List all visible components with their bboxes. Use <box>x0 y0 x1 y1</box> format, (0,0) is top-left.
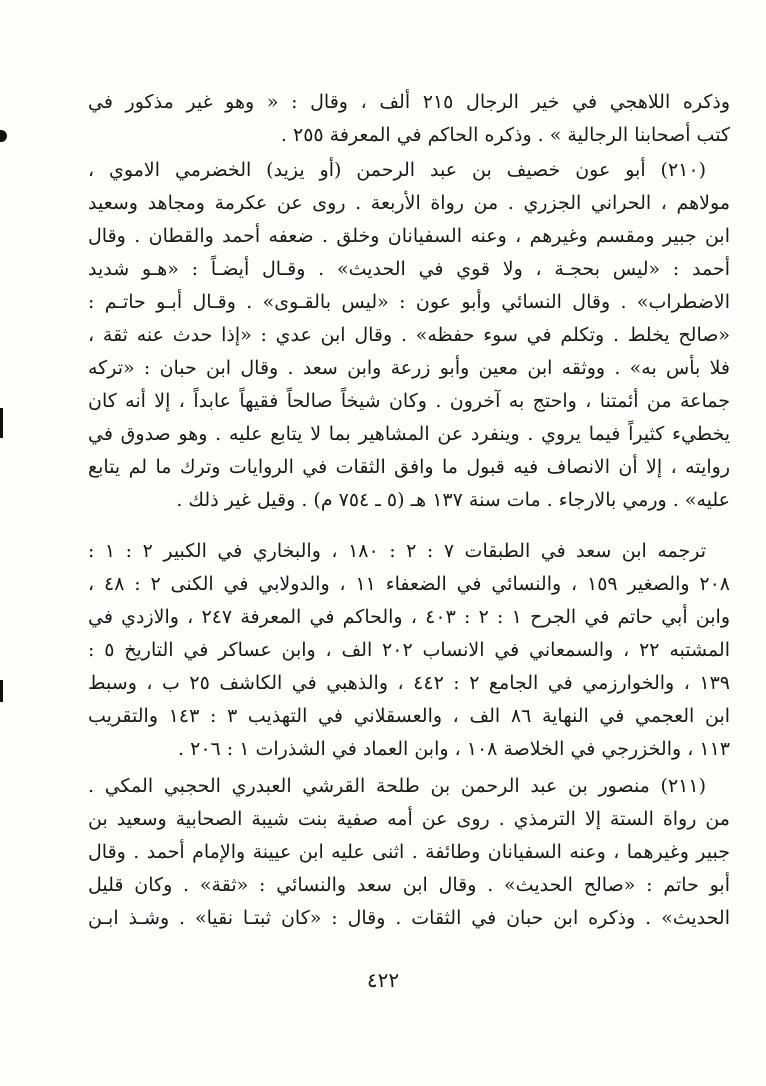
text-line: أحمد : «ليس بحجـة ، ولا قوي في الحديث» . وقـال أيضـاً : «هـو شديد <box>88 258 730 280</box>
entry-heading-line: (٢١٠) أبو عون خصيف بن عبد الرحمن (أو يزيد) الخضرمي الاموي ، <box>88 159 706 181</box>
text-line: أبو حاتم : «صالح الحديث» . وقال ابن سعد والنسائي : «ثقة» . وكان قليل <box>88 874 730 896</box>
scan-margin-mark <box>0 408 3 438</box>
text-line: الحديث» . وذكره ابن حبان في الثقات . وقال : «كان ثبتـا نقيا» . وشـذ ابـن <box>88 907 730 929</box>
references-line: ٢٠٨ والصغير ١٥٩ ، والنسائي في الضعفاء ١١ ، والدولابي في الكنى ٢ : ٤٨ ، <box>88 573 730 595</box>
scan-margin-mark <box>0 680 3 702</box>
references-line: وابن أبي حاتم في الجرح ١ : ٢ : ٤٠٣ ، والحاكم في المعرفة ٢٤٧ ، والازدي في <box>88 606 730 628</box>
entry-heading-line: (٢١١) منصور بن عبد الرحمن بن طلحة القرشي العبدري الحجبي المكي . <box>88 775 706 797</box>
references-line: ١٣٩ ، والخوارزمي في الجامع ٢ : ٤٤٢ ، والذهبي في الكاشف ٢٥ ب ، وسبط <box>88 672 730 694</box>
text-line: عليه» . ورمي بالارجاء . مات سنة ١٣٧ هـ (٥ ـ ٧٥٤ م) . وقيل غير ذلك . <box>176 489 730 511</box>
references-line: ١١٣ ، والخزرجي في الخلاصة ١٠٨ ، وابن العماد في الشذرات ١ : ٢٠٦ . <box>178 738 730 760</box>
biography-entry-211 <box>88 770 730 935</box>
text-line: وذكره اللاهجي في خير الرجال ٢١٥ ألف ، وقال : « وهو غير مذكور في <box>88 91 730 113</box>
biography-entry-210 <box>88 154 730 517</box>
text-line: الاضطراب» . وقال النسائي وأبو عون : «ليس بالقـوى» . وقـال أبـو حاتـم : <box>88 291 730 313</box>
references-entry-210 <box>88 535 730 766</box>
continued-entry-209 <box>88 86 730 152</box>
text-line: فلا بأس به» . ووثقه ابن معين وأبو زرعة وابن سعد . وقال ابن حبان : «تركه <box>88 357 730 379</box>
references-line: ابن العجمي في النهاية ٨٦ الف ، والعسقلاني في التهذيب ٣ : ١٤٣ والتقريب <box>88 705 730 727</box>
references-line: المشتبه ٢٢ ، والسمعاني في الانساب ٢٠٢ الف ، وابن عساكر في التاريخ ٥ : <box>88 639 730 661</box>
text-line: يخطيء كثيراً فيما يروي . وينفرد عن المشاهير بما لا يتابع عليه . وهو صدوق في <box>88 423 730 445</box>
text-line: «صالح يخلط . وتكلم في سوء حفظه» . وقال ابن عدي : «إذا حدث عنه ثقة ، <box>88 324 730 346</box>
text-line: جبير وغيرهما ، وعنه السفيانان وطائفة . اثنى عليه ابن عيينة والإمام أحمد . وقال <box>88 841 730 863</box>
page-number: ٤٢٢ <box>366 968 400 992</box>
text-line: مولاهم ، الحراني الجزري . من رواة الأربعة . روى عن عكرمة ومجاهد وسعيد <box>88 192 730 214</box>
text-line: روايته ، إلا أن الانصاف فيه قبول ما وافق الثقات في الروايات وترك ما لم يتابع <box>88 456 730 478</box>
text-line: كتب أصحابنا الرجالية » . وذكره الحاكم في المعرفة ٢٥٥ . <box>280 124 730 146</box>
references-line: ترجمه ابن سعد في الطبقات ٧ : ٢ : ١٨٠ ، والبخاري في الكبير ٢ : ١ : <box>88 540 707 562</box>
text-line: جماعة من أئمتنا ، واحتج به آخرون . وكان شيخاً صالحاً فقيهاً عابداً ، إلا أنه كان <box>88 390 730 412</box>
scan-margin-mark <box>0 130 7 142</box>
text-line: من رواة الستة إلا الترمذي . روى عن أمه صفية بنت شيبة الصحابية وسعيد بن <box>88 808 730 830</box>
text-line: ابن جبير ومقسم وغيرهم ، وعنه السفيانان وخلق . ضعفه أحمد والقطان . وقال <box>88 225 730 247</box>
